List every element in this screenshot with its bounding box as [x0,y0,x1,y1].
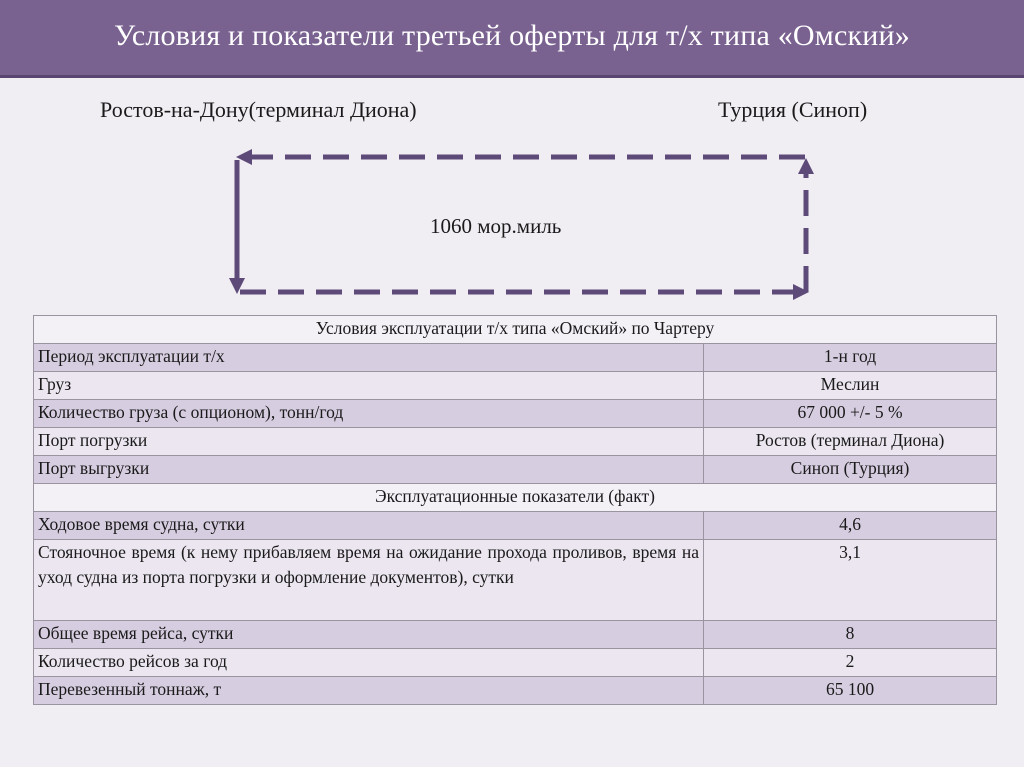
row-label: Период эксплуатации т/х [34,344,704,372]
table-row [34,512,997,540]
table-row [34,456,997,484]
table-row [34,400,997,428]
row-label: Общее время рейса, сутки [34,621,704,649]
conditions-table [33,315,997,705]
table-row [34,540,997,621]
row-value: 2 [704,649,997,677]
row-label: Перевезенный тоннаж, т [34,677,704,705]
row-value: 4,6 [704,512,997,540]
row-value: 3,1 [704,540,997,621]
row-label: Количество рейсов за год [34,649,704,677]
row-value: Меслин [704,372,997,400]
arrowhead-top-left [236,149,252,165]
table-row [34,372,997,400]
section-title-indicators: Эксплуатационные показатели (факт) [34,484,997,512]
table-row [34,621,997,649]
row-value: 1-н год [704,344,997,372]
route-origin: Ростов-на-Дону(терминал Диона) [100,97,417,122]
arrowhead-left-bottom [229,278,245,294]
route-destination: Турция (Синоп) [718,97,868,122]
row-value: 67 000 +/- 5 % [704,400,997,428]
row-label: Ходовое время судна, сутки [34,512,704,540]
row-label: Груз [34,372,704,400]
row-label: Количество груза (с опционом), тонн/год [34,400,704,428]
row-value: Синоп (Турция) [704,456,997,484]
slide-title: Условия и показатели третьей оферты для т/х типа «Омский» [0,0,1024,78]
row-value: 8 [704,621,997,649]
row-label: Стояночное время (к нему прибавляем время на ожидание прохода проливов, время на уход судна из порта погрузки и оформление документов), сутки [34,540,704,621]
route-distance: 1060 мор.миль [430,214,562,238]
arrowhead-bottom-right [793,284,809,300]
row-value: Ростов (терминал Диона) [704,428,997,456]
arrowhead-right-top [798,158,814,174]
row-label: Порт погрузки [34,428,704,456]
table-section-header [34,316,997,344]
row-value: 65 100 [704,677,997,705]
table-section-header [34,484,997,512]
table-row [34,344,997,372]
table-row [34,649,997,677]
table-row [34,428,997,456]
row-label: Порт выгрузки [34,456,704,484]
table-row [34,677,997,705]
section-title-charter: Условия эксплуатации т/х типа «Омский» по Чартеру [34,316,997,344]
